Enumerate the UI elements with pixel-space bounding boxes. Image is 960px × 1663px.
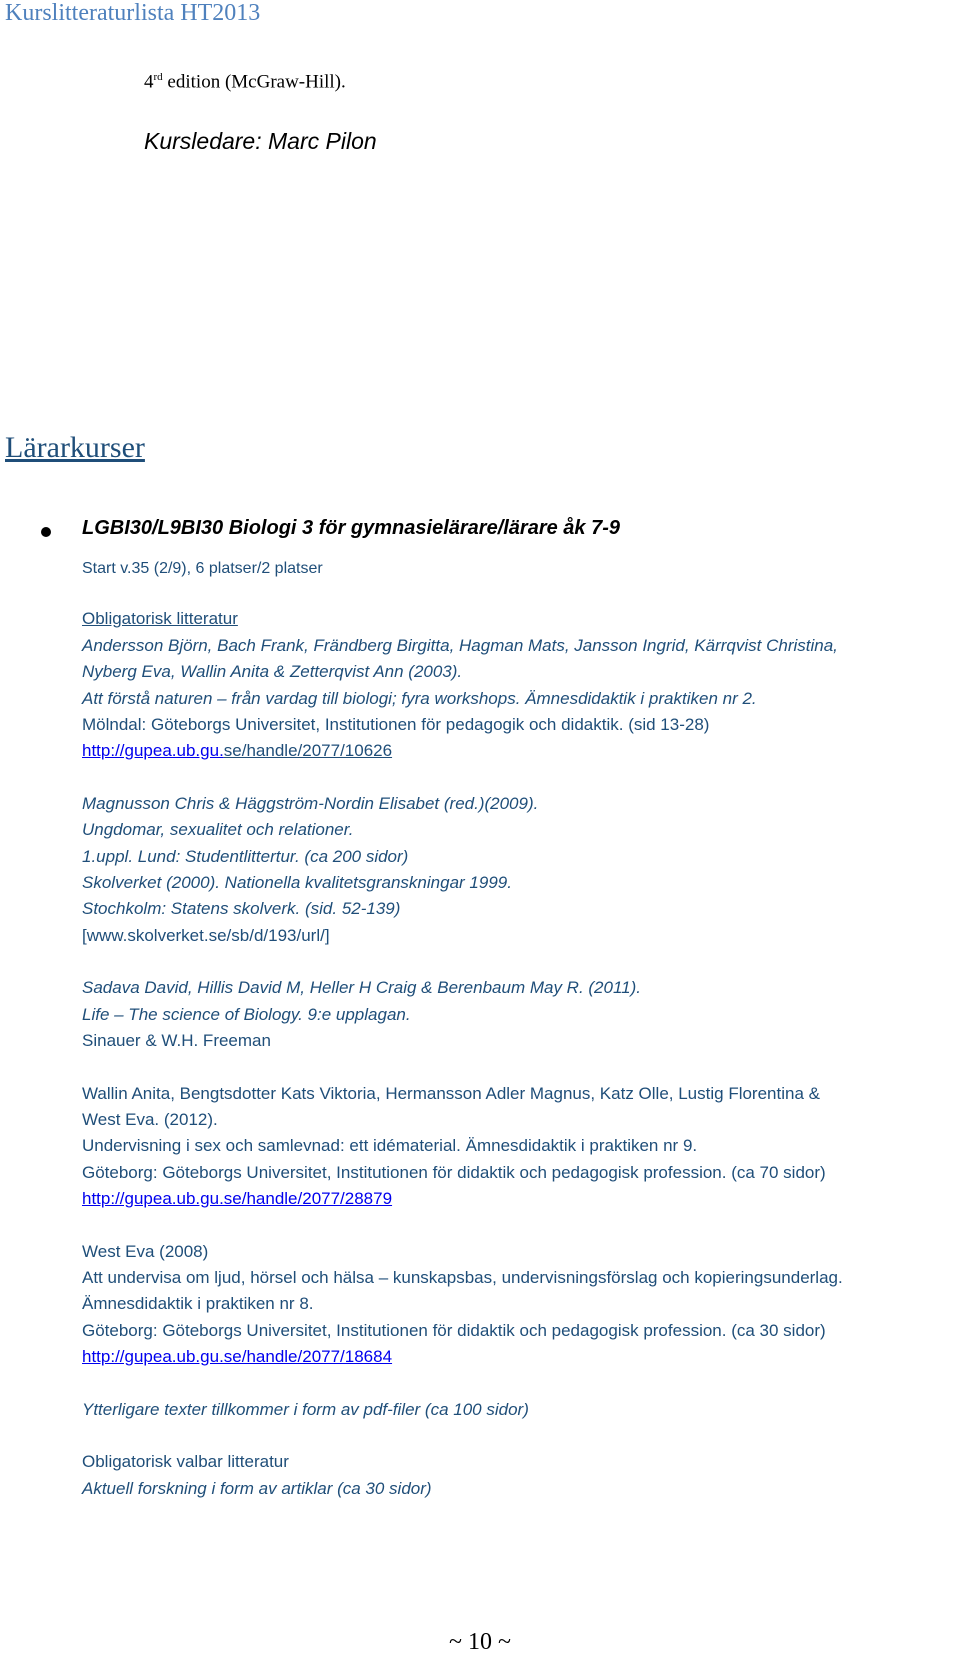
ref1-line4: Mölndal: Göteborgs Universitet, Institutionen för pedagogik och didaktik. (sid 13-28) <box>82 715 710 734</box>
document-header-title: Kurslitteraturlista HT2013 <box>5 0 261 26</box>
ref3-line2: Stochkolm: Statens skolverk. (sid. 52-139) <box>82 899 401 918</box>
optional-heading: Obligatorisk valbar litteratur <box>82 1452 289 1471</box>
ref3-line3: [www.skolverket.se/sb/d/193/url/] <box>82 926 330 945</box>
edition-text: edition (McGraw-Hill). <box>162 71 346 93</box>
ref6-line4: Göteborg: Göteborgs Universitet, Institutionen för didaktik och pedagogisk profession. (ca 30 sidor) <box>82 1321 826 1340</box>
ref2-line1: Magnusson Chris & Häggström-Nordin Elisabet (red.)(2009). <box>82 794 539 813</box>
ref1-link[interactable] <box>82 741 392 761</box>
ref1-line3: Att förstå naturen – från vardag till biologi; fyra workshops. Ämnesdidaktik i praktiken nr 2. <box>82 689 757 708</box>
ref4-line3: Sinauer & W.H. Freeman <box>82 1031 271 1050</box>
edition-number: 4 <box>144 71 154 93</box>
edition-superscript: rd <box>153 71 163 83</box>
ref6-line2: Att undervisa om ljud, hörsel och hälsa – kunskapsbas, undervisningsförslag och kopieringsunderlag. <box>82 1268 843 1287</box>
ref5-line3: Undervisning i sex och samlevnad: ett idématerial. Ämnesdidaktik i praktiken nr 9. <box>82 1136 698 1155</box>
ref4-line2: Life – The science of Biology. 9:e upplagan. <box>82 1005 411 1024</box>
optional-text: Aktuell forskning i form av artiklar (ca 30 sidor) <box>82 1479 432 1498</box>
ref6-link[interactable]: http://gupea.ub.gu.se/handle/2077/18684 <box>82 1347 393 1366</box>
ref2-line3: 1.uppl. Lund: Studentlittertur. (ca 200 sidor) <box>82 847 409 866</box>
ref6-line3: Ämnesdidaktik i praktiken nr 8. <box>82 1294 314 1313</box>
extra-texts-note: Ytterligare texter tillkommer i form av pdf-filer (ca 100 sidor) <box>82 1400 529 1419</box>
bullet-icon <box>41 527 51 537</box>
course-title: LGBI30/L9BI30 Biologi 3 för gymnasielärare/lärare åk 7-9 <box>82 517 621 539</box>
ref5-line1: Wallin Anita, Bengtsdotter Kats Viktoria, Hermansson Adler Magnus, Katz Olle, Lustig Florentina & <box>82 1084 820 1103</box>
ref5-link[interactable]: http://gupea.ub.gu.se/handle/2077/28879 <box>82 1189 393 1208</box>
ref5-line4: Göteborg: Göteborgs Universitet, Institutionen för didaktik och pedagogisk profession. (ca 70 sidor) <box>82 1163 826 1182</box>
ref5-line2: West Eva. (2012). <box>82 1110 218 1129</box>
mandatory-heading: Obligatorisk litteratur <box>82 609 238 628</box>
edition-line <box>144 71 346 93</box>
ref2-line2: Ungdomar, sexualitet och relationer. <box>82 820 354 839</box>
ref6-line1: West Eva (2008) <box>82 1242 209 1261</box>
ref1-line1: Andersson Björn, Bach Frank, Frändberg Birgitta, Hagman Mats, Jansson Ingrid, Kärrqvist Christina, <box>82 636 838 655</box>
ref3-line1: Skolverket (2000). Nationella kvalitetsgranskningar 1999. <box>82 873 512 892</box>
ref1-link-part2[interactable]: se/handle/2077/10626 <box>223 741 393 760</box>
course-start: Start v.35 (2/9), 6 platser/2 platser <box>82 560 323 577</box>
ref4-line1: Sadava David, Hillis David M, Heller H Craig & Berenbaum May R. (2011). <box>82 978 641 997</box>
ref1-line2: Nyberg Eva, Wallin Anita & Zetterqvist Ann (2003). <box>82 662 463 681</box>
course-leader: Kursledare: Marc Pilon <box>144 128 377 154</box>
page-number: ~ 10 ~ <box>449 1629 511 1655</box>
ref1-link-part1[interactable]: http://gupea.ub.gu. <box>82 741 224 760</box>
section-heading: Lärarkurser <box>5 431 145 464</box>
